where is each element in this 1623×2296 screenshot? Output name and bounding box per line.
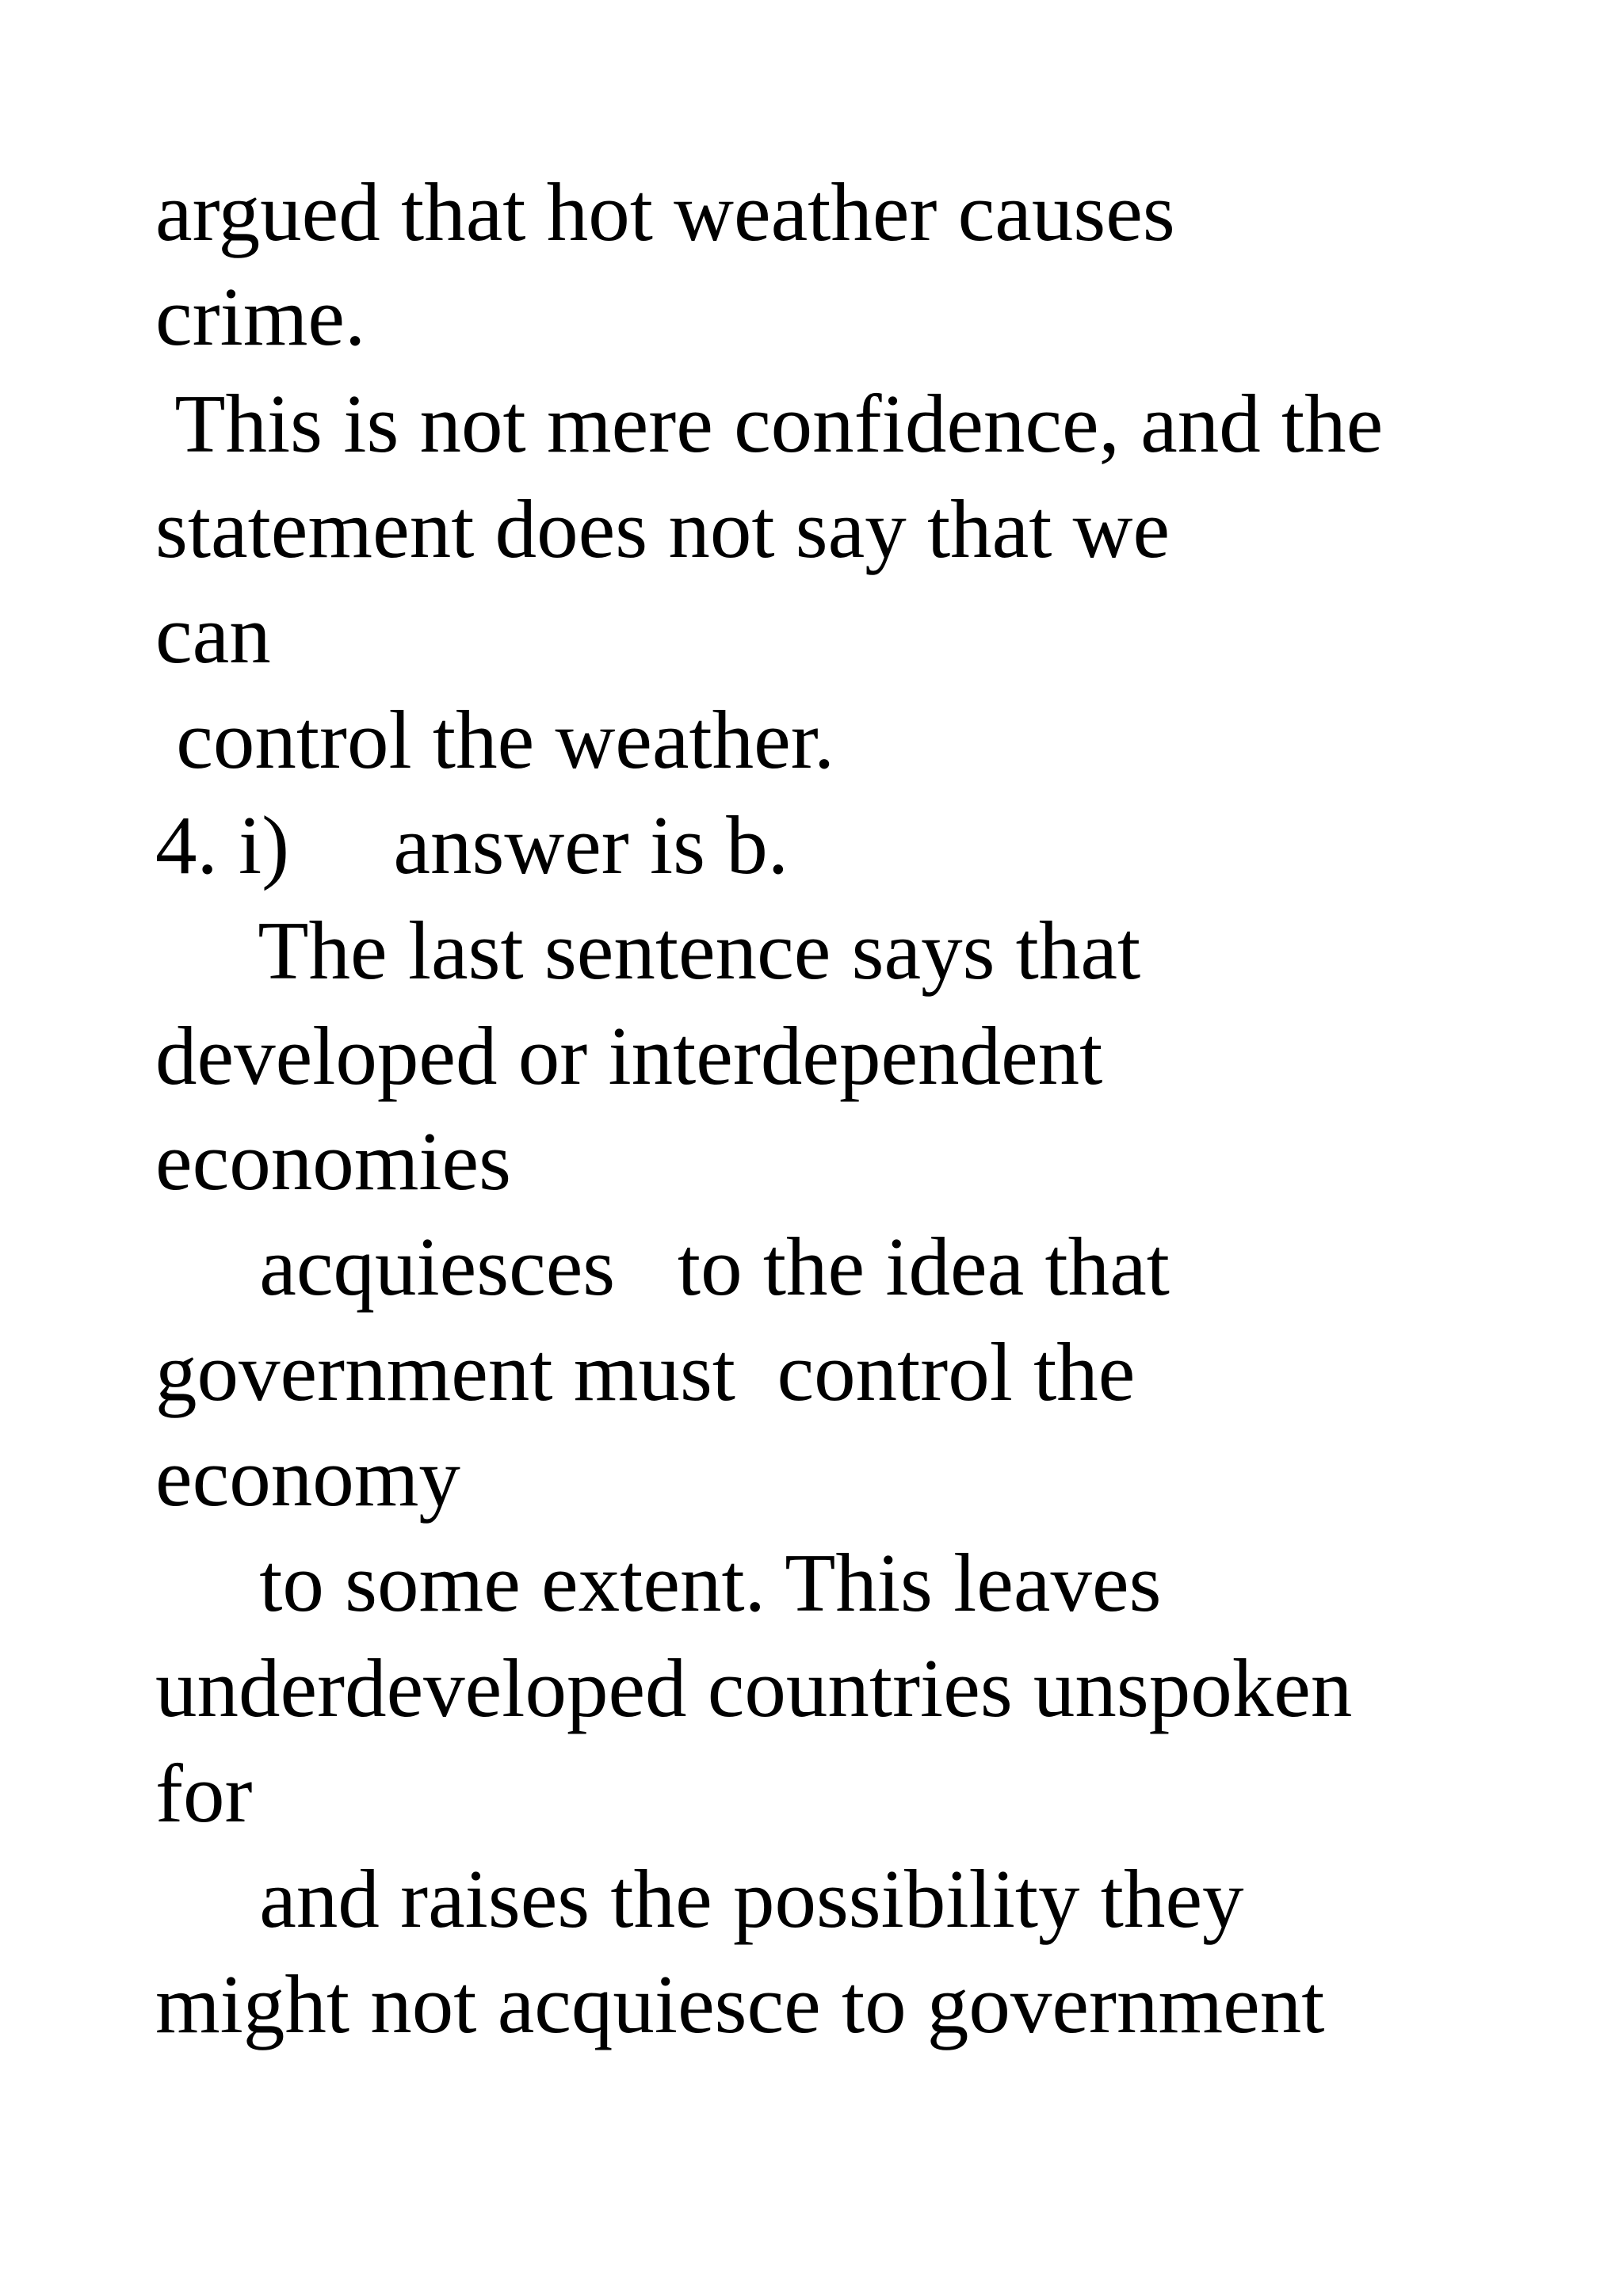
text-line: argued that hot weather causes — [155, 166, 1175, 258]
text-line: developed or interdependent — [155, 1009, 1103, 1102]
text-line: can — [155, 588, 271, 681]
answer-line: 4. i) answer is b. — [155, 799, 789, 891]
text-line: to some extent. This leaves — [155, 1536, 1162, 1629]
text-line: statement does not say that we — [155, 482, 1170, 575]
text-line: and raises the possibility they — [155, 1852, 1244, 1945]
text-line: economy — [155, 1431, 460, 1524]
text-line: government must control the — [155, 1325, 1136, 1418]
text-line: control the weather. — [155, 693, 835, 786]
text-line: crime. — [155, 270, 366, 363]
text-line: might not acquiesce to government — [155, 1958, 1325, 2050]
text-line: underdeveloped countries unspoken — [155, 1642, 1353, 1734]
text-line: economies — [155, 1115, 512, 1207]
text-line: This is not mere confidence, and the — [155, 377, 1384, 470]
text-line: acquiesces to the idea that — [155, 1220, 1170, 1313]
text-line: The last sentence says that — [155, 904, 1141, 997]
text-line: for — [155, 1747, 253, 1840]
